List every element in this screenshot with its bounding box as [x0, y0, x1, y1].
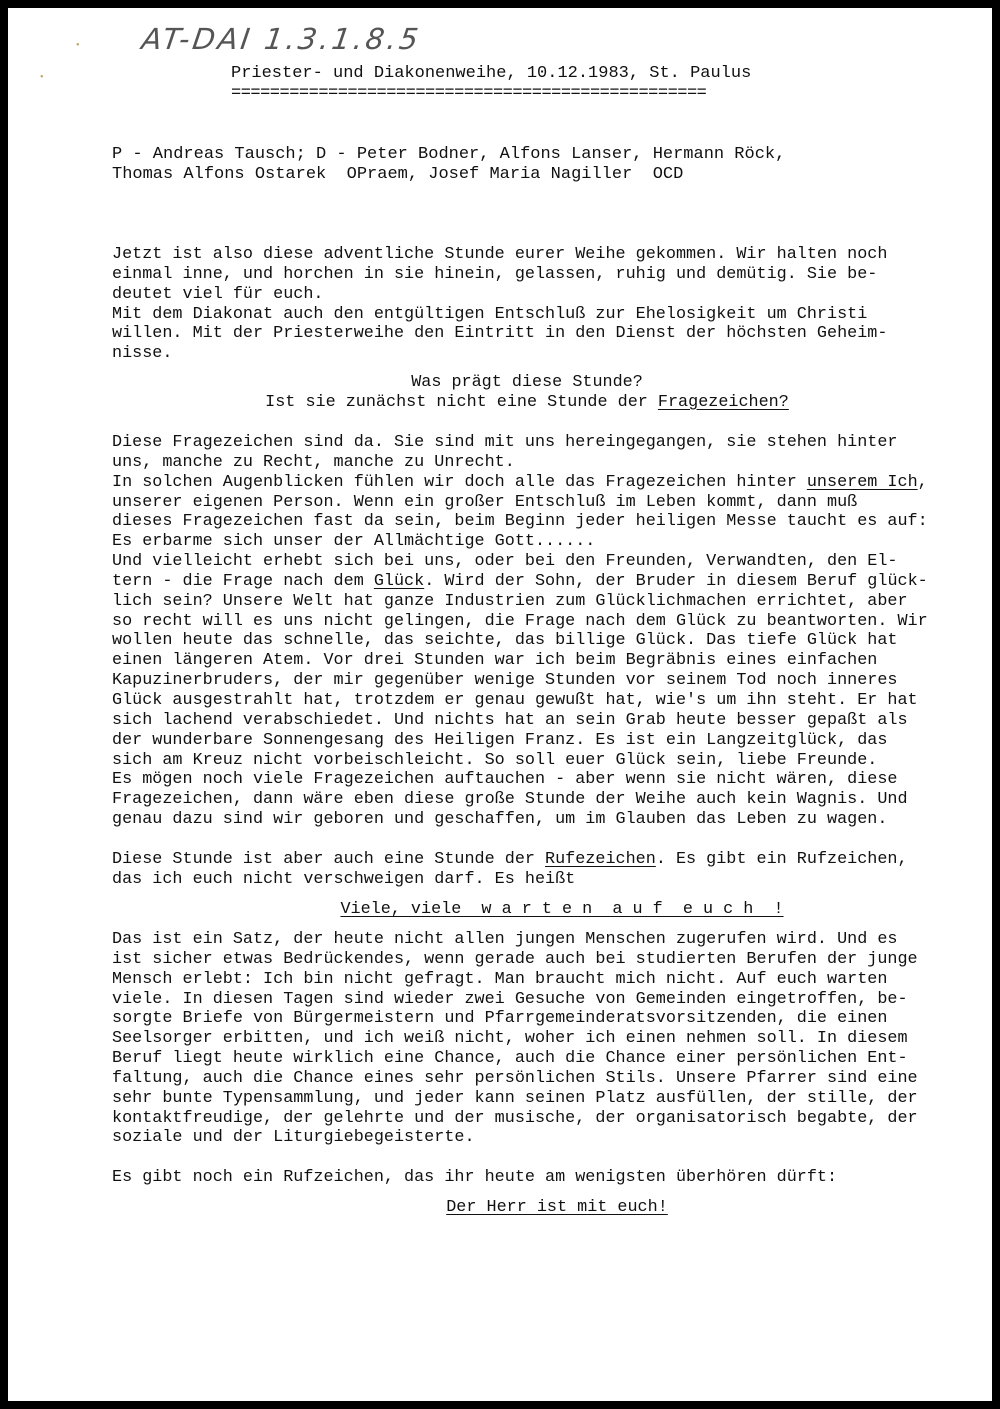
callout-text: Viele, viele w a r t e n a u f e u c h !	[340, 900, 784, 919]
paragraph-zweites-rufzeichen: Es gibt noch ein Rufzeichen, das ihr heute am wenigsten überhören dürft:	[112, 1168, 838, 1187]
text-line: uns, manche zu Recht, manche zu Unrecht.	[112, 452, 515, 472]
title-underline-rule: =================================================	[231, 84, 707, 103]
text-line: In solchen Augenblicken fühlen wir doch alle das Fragezeichen hinter	[112, 472, 807, 492]
text-line: . Wird der Sohn, der Bruder in diesem Beruf glück-	[424, 571, 928, 591]
text-line: Diese Fragezeichen sind da. Sie sind mit uns hereingegangen, sie stehen hinter	[112, 433, 898, 452]
speck-mark: •	[40, 72, 44, 83]
text-line: ,	[917, 472, 928, 492]
ordinands-line-1: P - Andreas Tausch; D - Peter Bodner, Alfons Lanser, Hermann Röck,	[112, 145, 786, 164]
emphasis-unserem-ich: unserem Ich	[806, 472, 918, 492]
text-line: dieses Fragezeichen fast da sein, beim Beginn jeder heiligen Messe taucht es auf:	[112, 512, 928, 532]
question-line-2-emphasis: Fragezeichen?	[657, 392, 789, 412]
emphasis-glueck: Glück	[373, 571, 425, 591]
text-line: . Es gibt ein Rufzeichen,	[655, 850, 908, 869]
text-line: das ich euch nicht verschweigen darf. Es heißt	[112, 869, 576, 889]
text-line: unserer eigenen Person. Wenn ein großer Entschluß im Leben kommt, dann muß	[112, 492, 858, 512]
paragraph-warten: Das ist ein Satz, der heute nicht allen jungen Menschen zugerufen wird. Und es ist sicher etwas Bedrückendes, wenn gerade auch bei studierten Berufen der junge Mensch erlebt: Ich bin nicht gefragt. Man braucht mich nicht. Auf euch warten viele. In diesen Tagen sind wieder zwei Gesuche von Gemeinden eingetroffen, be- sorgte Briefe von Bürgermeistern und Pfarrgemeinderatsvorsitzenden, die einen Seelsorger erbitten, und ich weiß nicht, woher ich einen nehmen soll. In diesem Beruf liegt heute wirklich eine Chance, auch die Chance einer persönlichen Ent- faltung, auch die Chance eines sehr persönlichen Stils. Unsere Pfarrer sind eine sehr bunte Typensammlung, und jeder kann seinen Platz ausfüllen, der stille, der kontaktfreudige, der gelehrte und der musische, der organisatorisch begabte, der soziale und der Liturgiebegeisterte.	[112, 930, 918, 1148]
paragraph-fragezeichen	[112, 433, 942, 830]
ordinands-list	[112, 145, 785, 185]
callout-viele-warten	[112, 900, 977, 920]
emphasis-rufezeichen: Rufezeichen	[545, 850, 656, 869]
question-line-1: Was prägt diese Stunde?	[411, 373, 643, 392]
callout-der-herr	[112, 1198, 972, 1218]
document-page	[8, 8, 992, 1401]
ordinands-line-2: Thomas Alfons Ostarek OPraem, Josef Maria Nagiller OCD	[112, 165, 684, 184]
paragraph-rufezeichen	[112, 850, 942, 890]
document-title: Priester- und Diakonenweihe, 10.12.1983, St. Paulus	[231, 64, 752, 83]
text-block: lich sein? Unsere Welt hat ganze Industrien zum Glücklichmachen errichtet, aber so recht will es uns nicht gelingen, die Frage nach dem Glück zu beantworten. Wir wollen heute das schnelle, das seichte, das billige Glück. Das tiefe Glück hat einen längeren Atem. Vor drei Stunden war ich beim Begräbnis eines einfachen Kapuzinerbruders, der mir gegenüber wenige Stunden vor seinem Tod noch inneres Glück ausgestrahlt hat, trotzdem er genau gewußt hat, wie's um ihn steht. Er hat sich lachend verabschiedet. Und nichts hat an sein Grab heute besser gepaßt als der wunderbare Sonnengesang des Heiligen Franz. Es ist ein Langzeitglück, das sich am Kreuz nicht vorbeischleicht. So soll euer Glück sein, liebe Freunde. Es mögen noch viele Fragezeichen auftauchen - aber wenn sie nicht wären, diese Fragezeichen, dann wäre eben diese große Stunde der Weihe auch kein Wagnis. Und genau dazu sind wir geboren und geschaffen, um im Glauben das Leben zu wagen.	[112, 591, 928, 830]
text-line: Diese Stunde ist aber auch eine Stunde der	[112, 850, 546, 869]
paragraph-intro: Jetzt ist also diese adventliche Stunde eurer Weihe gekommen. Wir halten noch einmal inne, und horchen in sie hinein, gelassen, ruhig und demütig. Sie be- deutet viel für euch. Mit dem Diakonat auch den entgültigen Entschluß zur Ehelosigkeit um Christi willen. Mit der Priesterweihe den Eintritt in den Dienst der höchsten Geheim- nisse.	[112, 245, 888, 364]
question-heading	[112, 373, 942, 413]
speck-mark: •	[76, 40, 80, 51]
archive-number-handwritten: AT-DAI 1.3.1.8.5	[139, 22, 424, 56]
question-line-2-prefix: Ist sie zunächst nicht eine Stunde der	[265, 392, 658, 412]
callout-text: Der Herr ist mit euch!	[446, 1198, 668, 1217]
text-line: Und vielleicht erhebt sich bei uns, oder bei den Freunden, Verwandten, den El-	[112, 552, 898, 572]
text-line: Es erbarme sich unser der Allmächtige Gott......	[112, 532, 596, 552]
text-line: tern - die Frage nach dem	[112, 571, 374, 591]
